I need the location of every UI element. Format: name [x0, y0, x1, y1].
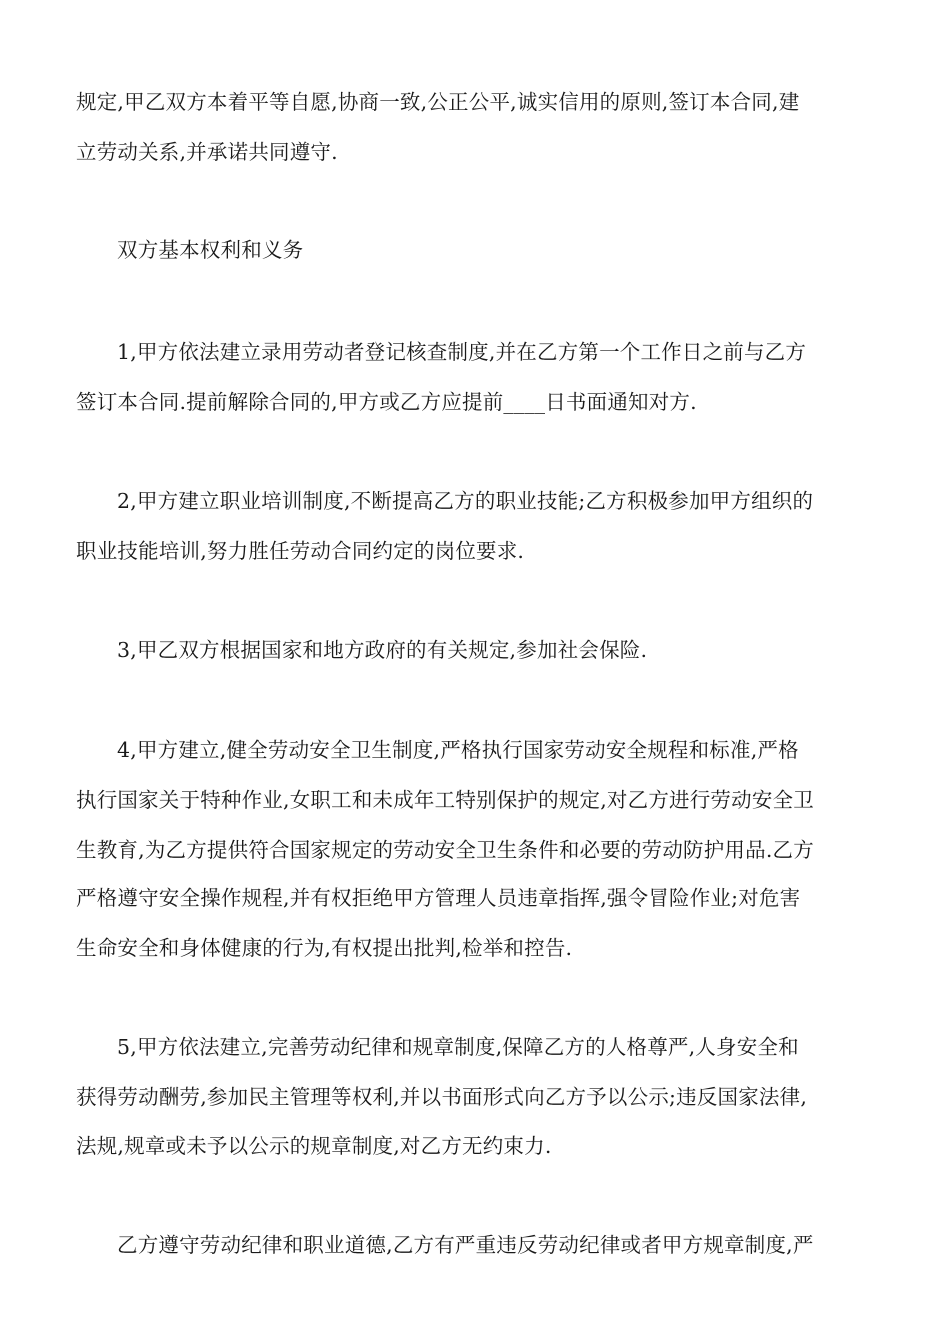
text-line: 签订本合同.提前解除合同的,甲方或乙方应提前____日书面通知对方.	[76, 390, 697, 414]
text-line: 1,甲方依法建立录用劳动者登记核查制度,并在乙方第一个工作日之前与乙方	[117, 340, 807, 364]
text-line: 3,甲乙双方根据国家和地方政府的有关规定,参加社会保险.	[117, 638, 648, 662]
section-heading: 双方基本权利和义务	[117, 238, 304, 262]
text-line: 生命安全和身体健康的行为,有权提出批判,检举和控告.	[76, 936, 573, 960]
text-line: 获得劳动酬劳,参加民主管理等权利,并以书面形式向乙方予以公示;违反国家法律,	[76, 1085, 808, 1109]
text-line: 法规,规章或未予以公示的规章制度,对乙方无约束力.	[76, 1134, 552, 1158]
text-line: 执行国家关于特种作业,女职工和未成年工特别保护的规定,对乙方进行劳动安全卫	[76, 788, 814, 812]
text-line: 严格遵守安全操作规程,并有权拒绝甲方管理人员违章指挥,强令冒险作业;对危害	[76, 886, 801, 910]
text-line: 生教育,为乙方提供符合国家规定的劳动安全卫生条件和必要的劳动防护用品.乙方	[76, 838, 814, 862]
text-line: 立劳动关系,并承诺共同遵守.	[76, 140, 338, 164]
text-line: 5,甲方依法建立,完善劳动纪律和规章制度,保障乙方的人格尊严,人身安全和	[117, 1035, 799, 1059]
text-line: 规定,甲乙双方本着平等自愿,协商一致,公正公平,诚实信用的原则,签订本合同,建	[76, 90, 800, 114]
text-line: 职业技能培训,努力胜任劳动合同约定的岗位要求.	[76, 539, 525, 563]
text-line: 2,甲方建立职业培训制度,不断提高乙方的职业技能;乙方积极参加甲方组织的	[117, 489, 814, 513]
text-line: 乙方遵守劳动纪律和职业道德,乙方有严重违反劳动纪律或者甲方规章制度,严	[117, 1233, 814, 1257]
text-line: 4,甲方建立,健全劳动安全卫生制度,严格执行国家劳动安全规程和标准,严格	[117, 738, 799, 762]
